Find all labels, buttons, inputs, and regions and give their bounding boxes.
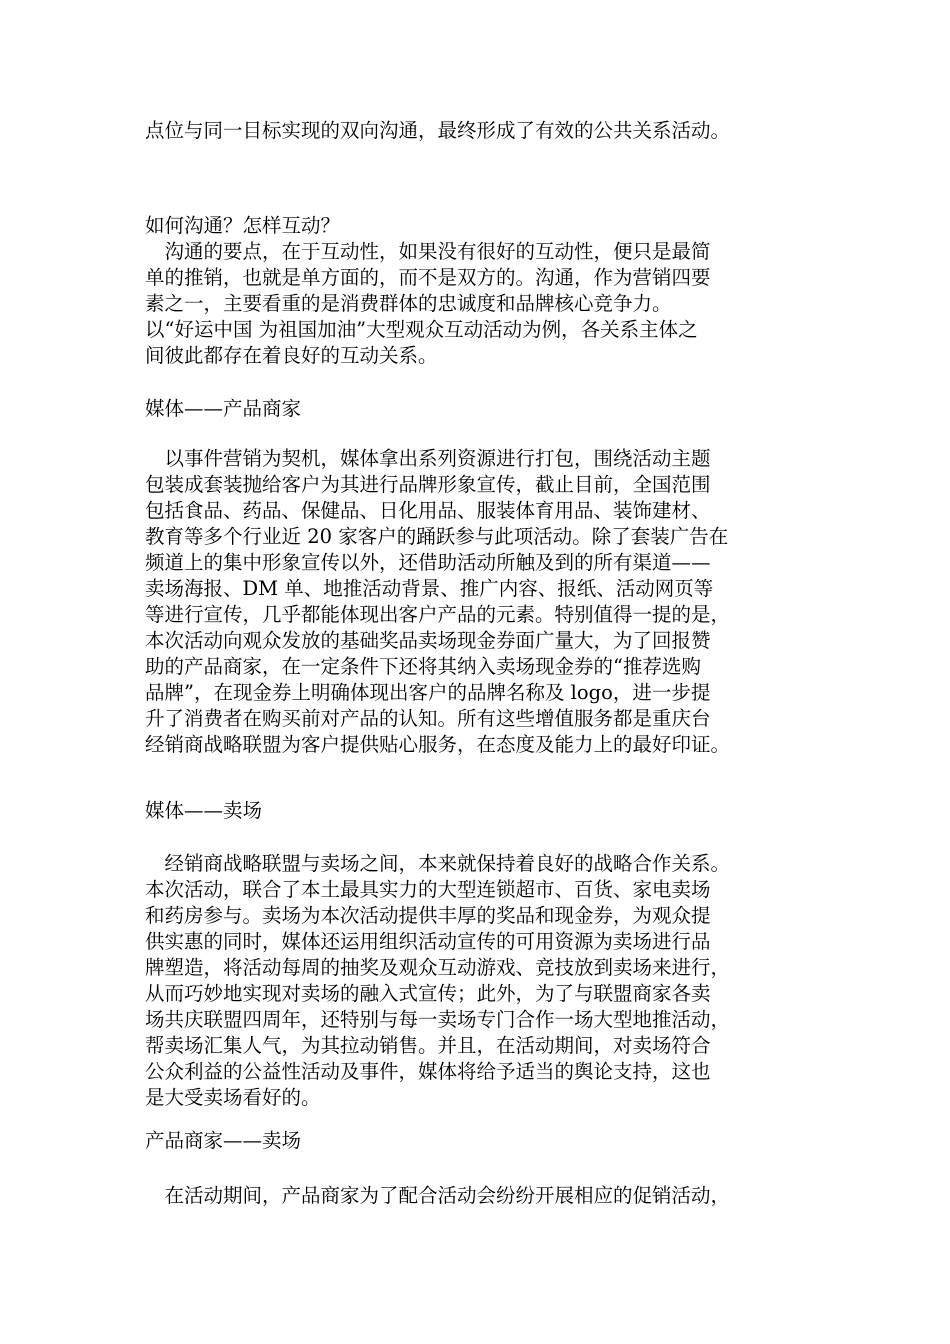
section-heading: 如何沟通？怎样互动？: [145, 214, 341, 237]
paragraph-line: 点位与同一目标实现的双向沟通，最终形成了有效的公共关系活动。: [145, 119, 731, 142]
paragraph-line: 单的推销，也就是单方面的，而不是双方的。沟通，作为营销四要: [145, 266, 711, 289]
paragraph-line: 是大受卖场看好的。: [145, 1086, 321, 1109]
paragraph-line: 经销商战略联盟与卖场之间，本来就保持着良好的战略合作关系。: [145, 852, 731, 875]
paragraph-line: 包装成套装抛给客户为其进行品牌形象宣传，截止目前，全国范围: [145, 473, 711, 496]
paragraph-line: 牌塑造，将活动每周的抽奖及观众互动游戏、竞技放到卖场来进行，: [145, 956, 731, 979]
paragraph-line: 沟通的要点，在于互动性，如果没有很好的互动性，便只是最简: [145, 240, 711, 263]
paragraph-line: 在活动期间，产品商家为了配合活动会纷纷开展相应的促销活动，: [145, 1184, 731, 1207]
paragraph-line: 品牌”，在现金券上明确体现出客户的品牌名称及 logo，进一步提: [145, 681, 711, 704]
paragraph-line: 和药房参与。卖场为本次活动提供丰厚的奖品和现金券，为观众提: [145, 904, 711, 927]
paragraph-line: 公众利益的公益性活动及事件，媒体将给予适当的舆论支持，这也: [145, 1060, 711, 1083]
section-heading: 媒体——卖场: [145, 799, 263, 822]
paragraph-line: 本次活动向观众发放的基础奖品卖场现金券面广量大，为了回报赞: [145, 629, 711, 652]
paragraph-line: 以事件营销为契机，媒体拿出系列资源进行打包，围绕活动主题: [145, 447, 711, 470]
paragraph-line: 供实惠的同时，媒体还运用组织活动宣传的可用资源为卖场进行品: [145, 930, 711, 953]
paragraph-line: 卖场海报、DM 单、地推活动背景、推广内容、报纸、活动网页等: [145, 577, 714, 600]
paragraph-line: 场共庆联盟四周年，还特别与每一卖场专门合作一场大型地推活动，: [145, 1008, 731, 1031]
paragraph-line: 帮卖场汇集人气，为其拉动销售。并且，在活动期间，对卖场符合: [145, 1034, 711, 1057]
section-heading: 产品商家——卖场: [145, 1129, 302, 1152]
paragraph-line: 频道上的集中形象宣传以外，还借助活动所触及到的所有渠道——: [145, 551, 711, 574]
paragraph-line: 等进行宣传，几乎都能体现出客户产品的元素。特别值得一提的是，: [145, 603, 731, 626]
paragraph-line: 以“好运中国 为祖国加油”大型观众互动活动为例，各关系主体之: [145, 318, 698, 341]
paragraph-line: 从而巧妙地实现对卖场的融入式宣传；此外，为了与联盟商家各卖: [145, 982, 711, 1005]
paragraph-line: 本次活动，联合了本土最具实力的大型连锁超市、百货、家电卖场: [145, 878, 711, 901]
paragraph-line: 素之一，主要看重的是消费群体的忠诚度和品牌核心竞争力。: [145, 292, 672, 315]
paragraph-line: 教育等多个行业近 20 家客户的踊跃参与此项活动。除了套装广告在: [145, 525, 729, 548]
paragraph-line: 包括食品、药品、保健品、日化用品、服装体育用品、装饰建材、: [145, 499, 711, 522]
section-heading: 媒体——产品商家: [145, 397, 302, 420]
paragraph-line: 助的产品商家，在一定条件下还将其纳入卖场现金券的“推荐选购: [145, 655, 701, 678]
paragraph-line: 经销商战略联盟为客户提供贴心服务，在态度及能力上的最好印证。: [145, 733, 731, 756]
paragraph-line: 间彼此都存在着良好的互动关系。: [145, 344, 438, 367]
paragraph-line: 升了消费者在购买前对产品的认知。所有这些增值服务都是重庆台: [145, 707, 711, 730]
